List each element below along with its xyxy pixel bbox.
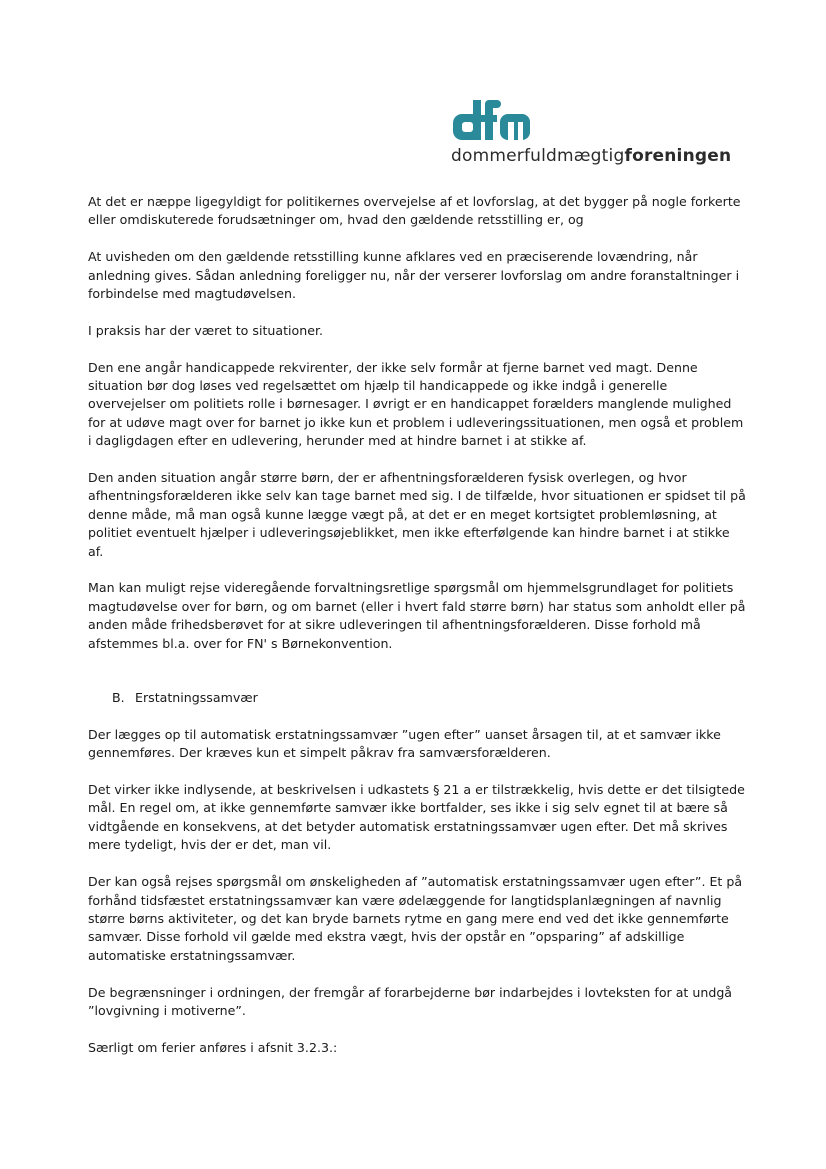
paragraph: Der kan også rejses spørgsmål om ønskeligheden af ”automatisk erstatningssamvær ugen efter”. Et på forhånd tidsfæstet erstatningssamvær kan være ødelæggende for langtidsplanlægningen af navnlig større børns aktiviteter, og det kan bryde barnets rytme en gang mere end ved det ikke gennemførte samvær. Disse forhold vil gælde med ekstra vægt, hvis der opstår en ”opsparing” af adskillige automatiske erstatningssamvær. [88, 874, 743, 963]
paragraph: Særligt om ferier anføres i afsnit 3.2.3.: [88, 1039, 338, 1055]
section-heading-b [88, 689, 748, 707]
paragraph: Der lægges op til automatisk erstatningssamvær ”ugen efter” uanset årsagen til, at et samvær ikke gennemføres. Der kræves kun et simpelt påkrav fra samværsforælderen. [88, 726, 721, 761]
logo-wordmark-bold: foreningen [624, 146, 732, 166]
paragraph: Den ene angår handicappede rekvirenter, der ikke selv formår at fjerne barnet ved magt. Denne situation bør dog løses ved regelsættet om hjælp til handicappede og ikke indgå i generelle overvejelser om politiets rolle i børnesager. I øvrigt er en handicappet forælders manglende mulighed for at udøve magt over for barnet jo ikke kun et problem i udleveringssituationen, men også et problem i dagligdagen efter en udlevering, herunder med at hindre barnet i at stikke af. [88, 359, 744, 449]
paragraph: Man kan muligt rejse videregående forvaltningsretlige spørgsmål om hjemmelsgrundlaget for politiets magtudøvelse over for børn, og om barnet (eller i hvert fald større børn) har status som anholdt eller på anden måde frihedsberøvet for at sikre udleveringen til afhentningsforælderen. Disse forhold må afstemmes bl.a. over for FN' s Børnekonvention. [88, 580, 746, 651]
logo-wordmark-regular: dommerfuldmægtig [451, 146, 625, 166]
organization-logo [448, 98, 732, 172]
paragraph: Det virker ikke indlysende, at beskrivelsen i udkastets § 21 a er tilstrækkelig, hvis dette er det tilsigtede mål. En regel om, at ikke gennemførte samvær ikke bortfalder, ses ikke i sig selv egnet til at bære så vidtgående en konsekvens, at det betyder automatisk erstatningssamvær ugen efter. Det må skrives mere tydeligt, hvis der er det, man vil. [88, 782, 745, 853]
paragraph: De begrænsninger i ordningen, der fremgår af forarbejderne bør indarbejdes i lovteksten for at undgå ”lovgivning i motiverne”. [88, 984, 733, 1018]
paragraph: I praksis har der været to situationer. [88, 322, 323, 338]
section-letter: B. [112, 690, 125, 706]
logo-wordmark [451, 146, 731, 166]
dfm-logo-mark-icon [448, 98, 534, 146]
section-title: Erstatningssamvær [135, 690, 258, 706]
document-body [88, 193, 748, 1076]
paragraph: At uvisheden om den gældende retsstilling kunne afklares ved en præciserende lovændring, når anledning gives. Sådan anledning foreligger nu, når der verserer lovforslag om andre foranstaltninger i forbindelse med magtudøvelsen. [88, 249, 740, 302]
paragraph: Den anden situation angår større børn, der er afhentningsforælderen fysisk overlegen, og hvor afhentningsforælderen ikke selv kan tage barnet med sig. I de tilfælde, hvor situationen er spidset til på denne måde, må man også kunne lægge vægt på, at det er en meget kortsigtet problemløsning, at politiet eventuelt hjælper i udleveringsøjeblikket, men ikke efterfølgende kan hindre barnet i at stikke af. [88, 470, 746, 559]
paragraph: At det er næppe ligegyldigt for politikernes overvejelse af et lovforslag, at det bygger på nogle forkerte eller omdiskuterede forudsætninger om, hvad den gældende retsstilling er, og [88, 194, 741, 228]
